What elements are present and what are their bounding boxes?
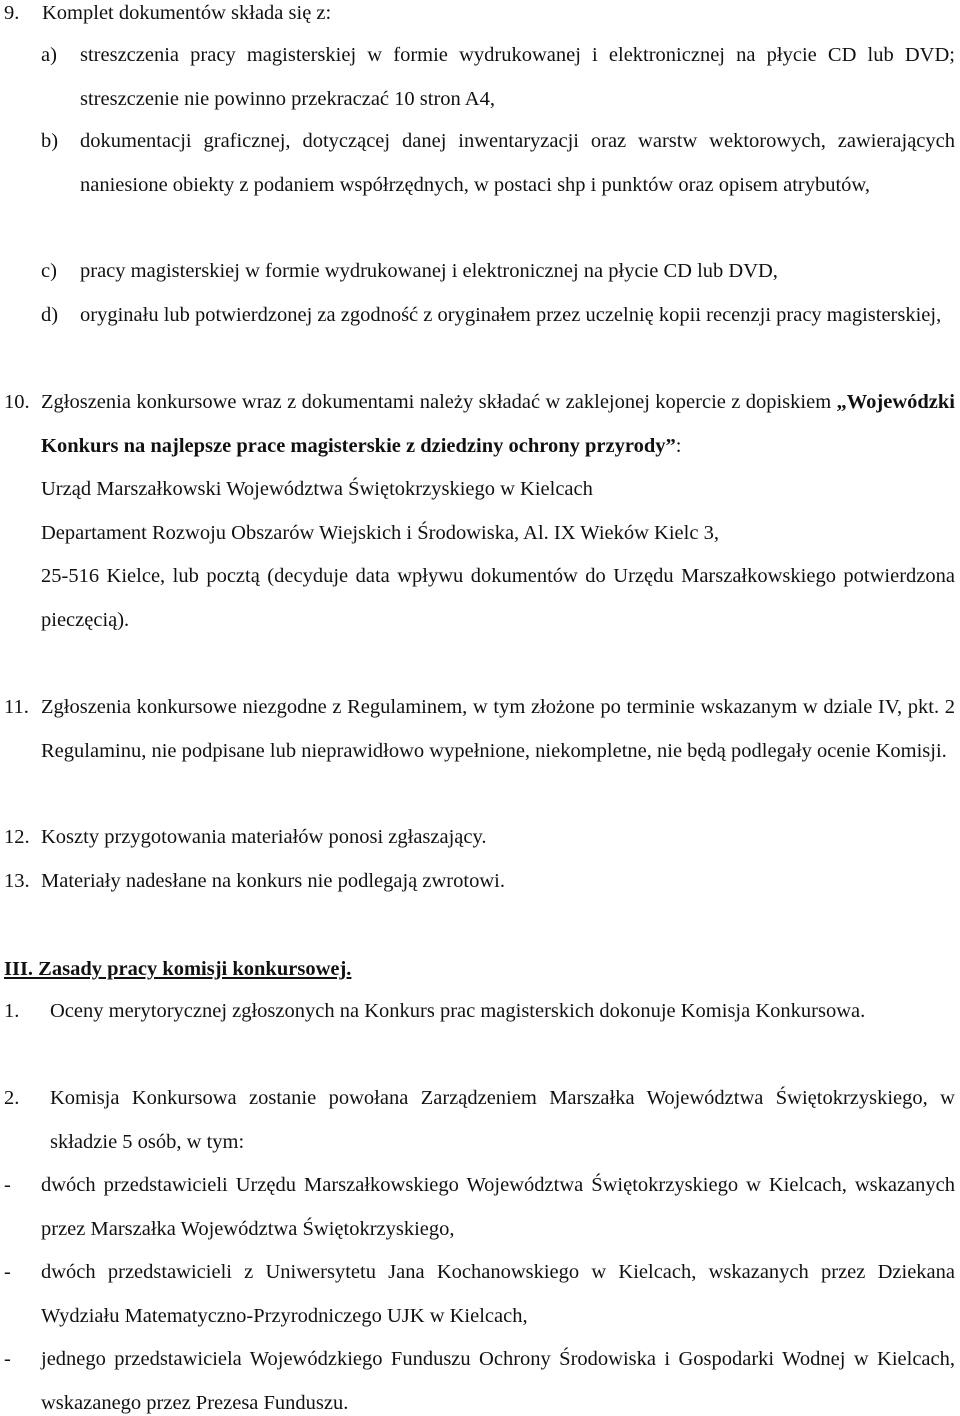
sub-item-text: oryginału lub potwierdzonej za zgodność z oryginałem przez uczelnię kopii recenzji pracy magisterskiej, xyxy=(80,304,942,326)
item-text: Komplet dokumentów składa się z: xyxy=(42,2,332,24)
item-text: Zgłoszenia konkursowe niezgodne z Regulaminem, w tym złożone po terminie wskazanym w dziale IV, pkt. 2 Regulaminu, nie podpisane lub nieprawidłowo wypełnione, niekompletne, nie będą podlegały ocenie Komisji. xyxy=(41,696,955,762)
sub-item-b xyxy=(41,120,955,207)
member-item xyxy=(4,1338,955,1416)
item-text: Zgłoszenia konkursowe wraz z dokumentami należy składać w zaklejonej kopercie z dopiskiem „Wojewódzki Konkurs na najlepsze prace magisterskie z dziedziny ochrony przyrody”: xyxy=(41,391,955,457)
point-number: 1. xyxy=(4,1000,20,1022)
point-number: 2. xyxy=(4,1087,20,1109)
address-line: Urząd Marszałkowski Województwa Świętokrzyskiego w Kielcach xyxy=(41,478,593,500)
member-item xyxy=(4,1251,955,1338)
member-text: dwóch przedstawicieli z Uniwersytetu Jana Kochanowskiego w Kielcach, wskazanych przez Dziekana Wydziału Matematyczno-Przyrodniczego UJK w Kielcach, xyxy=(41,1261,955,1327)
dash-mark: - xyxy=(4,1348,11,1370)
item-body xyxy=(41,381,955,642)
sub-item-text: dokumentacji graficznej, dotyczącej danej inwentaryzacji oraz warstw wektorowych, zawierających naniesione obiekty z podaniem współrzędnych, w postaci shp i punktów oraz opisem atrybutów, xyxy=(80,130,955,196)
item-9 xyxy=(4,0,954,36)
address-text: 25-516 Kielce, lub pocztą (decyduje data wpływu dokumentów do Urzędu Marszałkowskiego potwierdzona pieczęcią). xyxy=(41,565,955,631)
item-number: 11. xyxy=(4,696,29,718)
sub-item-mark: d) xyxy=(41,304,59,326)
item-text: Materiały nadesłane na konkurs nie podlegają zwrotowi. xyxy=(41,870,505,892)
sub-item-text: pracy magisterskiej w formie wydrukowanej i elektronicznej na płycie CD lub DVD, xyxy=(80,260,778,282)
sub-item-text: streszczenia pracy magisterskiej w formie wydrukowanej i elektronicznej na płycie CD lub DVD; streszczenie nie powinno przekraczać 10 stron A4, xyxy=(80,44,955,110)
section-heading: III. Zasady pracy komisji konkursowej. xyxy=(4,958,352,980)
member-item xyxy=(4,1164,955,1251)
item-number: 10. xyxy=(4,391,30,413)
sub-item-mark: a) xyxy=(41,44,57,66)
item-11 xyxy=(4,686,955,773)
sub-item-mark: c) xyxy=(41,260,57,282)
item-number: 13. xyxy=(4,870,30,892)
sub-item-mark: b) xyxy=(41,130,59,152)
sub-item-a xyxy=(41,34,955,121)
item-number: 9. xyxy=(4,2,20,24)
section-point-2 xyxy=(4,1077,955,1164)
item-number: 12. xyxy=(4,826,30,848)
sub-item-d xyxy=(41,294,955,338)
sub-item-c xyxy=(41,250,955,294)
section-point-1 xyxy=(4,990,955,1034)
point-text: Oceny merytorycznej zgłoszonych na Konkurs prac magisterskich dokonuje Komisja Konkursowa. xyxy=(50,1000,866,1022)
address-line: Departament Rozwoju Obszarów Wiejskich i Środowiska, Al. IX Wieków Kielc 3, xyxy=(41,521,719,544)
dash-mark: - xyxy=(4,1174,11,1196)
contest-name: „Wojewódzki Konkurs na najlepsze prace magisterskie z dziedziny ochrony przyrody” xyxy=(41,391,955,457)
point-text: Komisja Konkursowa zostanie powołana Zarządzeniem Marszałka Województwa Świętokrzyskiego, w składzie 5 osób, w tym: xyxy=(50,1087,955,1153)
item-10 xyxy=(4,381,955,642)
item-12 xyxy=(4,816,955,860)
member-text: dwóch przedstawicieli Urzędu Marszałkowskiego Województwa Świętokrzyskiego w Kielcach, wskazanych przez Marszałka Województwa Świętokrzyskiego, xyxy=(41,1174,955,1240)
dash-mark: - xyxy=(4,1261,11,1283)
item-13 xyxy=(4,860,955,904)
member-text: jednego przedstawiciela Wojewódzkiego Funduszu Ochrony Środowiska i Gospodarki Wodnej w Kielcach, wskazanego przez Prezesa Funduszu. xyxy=(41,1348,955,1414)
item-text: Koszty przygotowania materiałów ponosi zgłaszający. xyxy=(41,826,487,848)
